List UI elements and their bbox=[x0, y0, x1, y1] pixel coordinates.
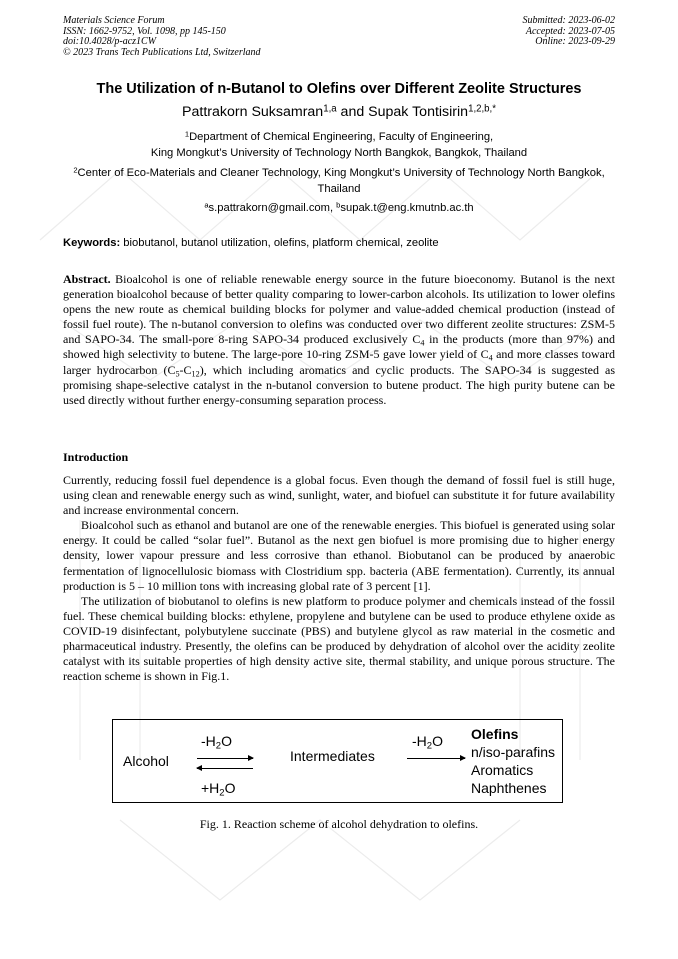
author-list bbox=[40, 104, 638, 120]
alcohol-label: Alcohol bbox=[123, 753, 169, 769]
affiliation-marker: 1 bbox=[184, 129, 190, 139]
accepted-date: Accepted: 2023-07-05 bbox=[525, 25, 615, 37]
water-gain-label: $+H_2O$ bbox=[201, 780, 236, 799]
forward-arrow bbox=[407, 758, 465, 759]
paragraph: Currently, reducing fossil fuel dependence is a global focus. Even though the demand of fossil fuel is still huge, using clean and renewable energy such as wind, sunlight, water, and biofuel can substitute it for future availability and increase environmental concern. bbox=[63, 473, 615, 518]
email-address: s.pattrakorn@gmail.com, bbox=[208, 202, 337, 214]
subscript: 4 bbox=[420, 338, 425, 348]
reaction-scheme-figure bbox=[112, 719, 563, 803]
forward-arrow bbox=[197, 758, 253, 759]
doi: doi:10.4028/p-acz1CW bbox=[63, 36, 157, 48]
issn-volume: ISSN: 1662-9752, Vol. 1098, pp 145-150 bbox=[63, 25, 226, 37]
publication-dates bbox=[523, 16, 616, 48]
abstract-text: -C bbox=[179, 362, 192, 377]
submitted-date: Submitted: 2023-06-02 bbox=[522, 15, 615, 26]
author-name: Supak Tontisirin bbox=[368, 104, 469, 120]
subscript: 4 bbox=[488, 353, 493, 363]
product-naphthenes: Naphthenes bbox=[471, 780, 547, 796]
email-marker: b bbox=[336, 200, 341, 210]
affiliation-marker: 2 bbox=[73, 165, 78, 175]
author-conjunction: and bbox=[336, 104, 369, 120]
abstract-text: and more classes toward larger hydrocarbon (C bbox=[63, 347, 615, 377]
abstract-text: Bioalcohol is one of reliable renewable energy source in the future bioeconomy. Butanol is the next generation bioalcohol because of better quality comparing to lower-carbon alcohols. Its utilization to lower olefins opens the new route as chemical building blocks for polymer and value-added chemical production (instead of fossil fuel route). The n-butanol conversion to olefins was conducted over two different zeolite structures: ZSM-5 and SAPO-34. The small-pore 8-ring SAPO-34 produced exclusively C bbox=[63, 272, 615, 347]
subscript: 5 bbox=[175, 368, 180, 378]
affiliation-text: Center of Eco-Materials and Cleaner Technology, King Mongkut’s University of Technology North Bangkok, Thailand bbox=[77, 167, 605, 195]
figure-caption: Fig. 1. Reaction scheme of alcohol dehydration to olefins. bbox=[199, 817, 479, 831]
abstract-text: in the products (more than 97%) and showed high selectivity to butene. The large-pore 10-ring ZSM-5 gave lower yield of C bbox=[63, 332, 616, 362]
email-marker: a bbox=[204, 200, 209, 210]
author-affiliation-marker: 1,a bbox=[323, 103, 337, 115]
affiliation-1 bbox=[63, 130, 615, 161]
keywords-text: biobutanol, butanol utilization, olefins, platform chemical, zeolite bbox=[120, 237, 439, 249]
product-parafins: n/iso-parafins bbox=[471, 744, 556, 760]
journal-name: Materials Science Forum bbox=[63, 15, 165, 26]
affiliation-text: King Mongkut’s University of Technology North Bangkok, Bangkok, Thailand bbox=[150, 146, 528, 159]
water-loss-label: $-H_2O$ bbox=[201, 733, 232, 752]
subscript: 12 bbox=[191, 368, 200, 378]
paper-title: The Utilization of n-Butanol to Olefins over Different Zeolite Structures bbox=[96, 81, 582, 97]
author-name: Pattrakorn Suksamran bbox=[182, 104, 324, 120]
copyright: © 2023 Trans Tech Publications Ltd, Switzerland bbox=[63, 46, 261, 58]
journal-info bbox=[63, 16, 261, 58]
keywords-label: Keywords: bbox=[63, 237, 121, 249]
abstract bbox=[63, 272, 615, 408]
email-address: supak.t@eng.kmutnb.ac.th bbox=[340, 202, 474, 214]
online-date: Online: 2023-09-29 bbox=[535, 36, 615, 48]
keywords bbox=[63, 237, 615, 249]
paragraph: Bioalcohol such as ethanol and butanol are one of the renewable energies. This biofuel is generated using solar energy. It could be called “solar fuel”. Butanol as the next gen biofuel is more promising due to higher energy density, lower vapour pressure and less corrosive than ethanol. Biobutanol can be produced by anaerobic fermentation of lignocellulosic biomass with Clostridium spp. bacteria (ABE fermentation). Currently, its annual production is 5 – 10 million tons with increasing global rate of 3 percent [1]. bbox=[63, 518, 615, 593]
abstract-text: ), which including aromatics and cyclic products. The SAPO-34 is suggested as promising shape-selective catalyst in the n-butanol conversion to butene product. The high purity butene can be used directly without further energy-consuming separation process. bbox=[63, 362, 616, 407]
introduction-body bbox=[63, 473, 615, 684]
affiliation-text: Department of Chemical Engineering, Faculty of Engineering, bbox=[189, 131, 494, 143]
abstract-label: Abstract. bbox=[63, 272, 111, 286]
product-aromatics: Aromatics bbox=[471, 762, 534, 778]
water-loss-label: $-H_2O$ bbox=[412, 733, 443, 752]
author-affiliation-marker: 1,2,b,* bbox=[468, 103, 496, 115]
paragraph: The utilization of biobutanol to olefins is new platform to produce polymer and chemicals instead of the fossil fuel. These chemical building blocks: ethylene, propylene and butylene can be used to produce ethylene oxide as COVID-19 disinfectant, polybutylene succinate (PBS) and butylene glycol as raw material in the cosmetic and pharmaceutical industry. Presently, the olefins can be produced by dehydration of alcohol over the acidity zeolite catalyst with its suitable properties of high density active site, thermal stability, and unique porous structure. The reaction scheme is shown in Fig.1. bbox=[63, 593, 615, 684]
reverse-arrow bbox=[197, 768, 253, 769]
author-emails bbox=[63, 202, 615, 214]
affiliation-2 bbox=[63, 166, 615, 197]
product-olefins: Olefins bbox=[471, 726, 519, 742]
intermediates-label: Intermediates bbox=[290, 748, 375, 764]
section-heading: Introduction bbox=[63, 450, 129, 464]
